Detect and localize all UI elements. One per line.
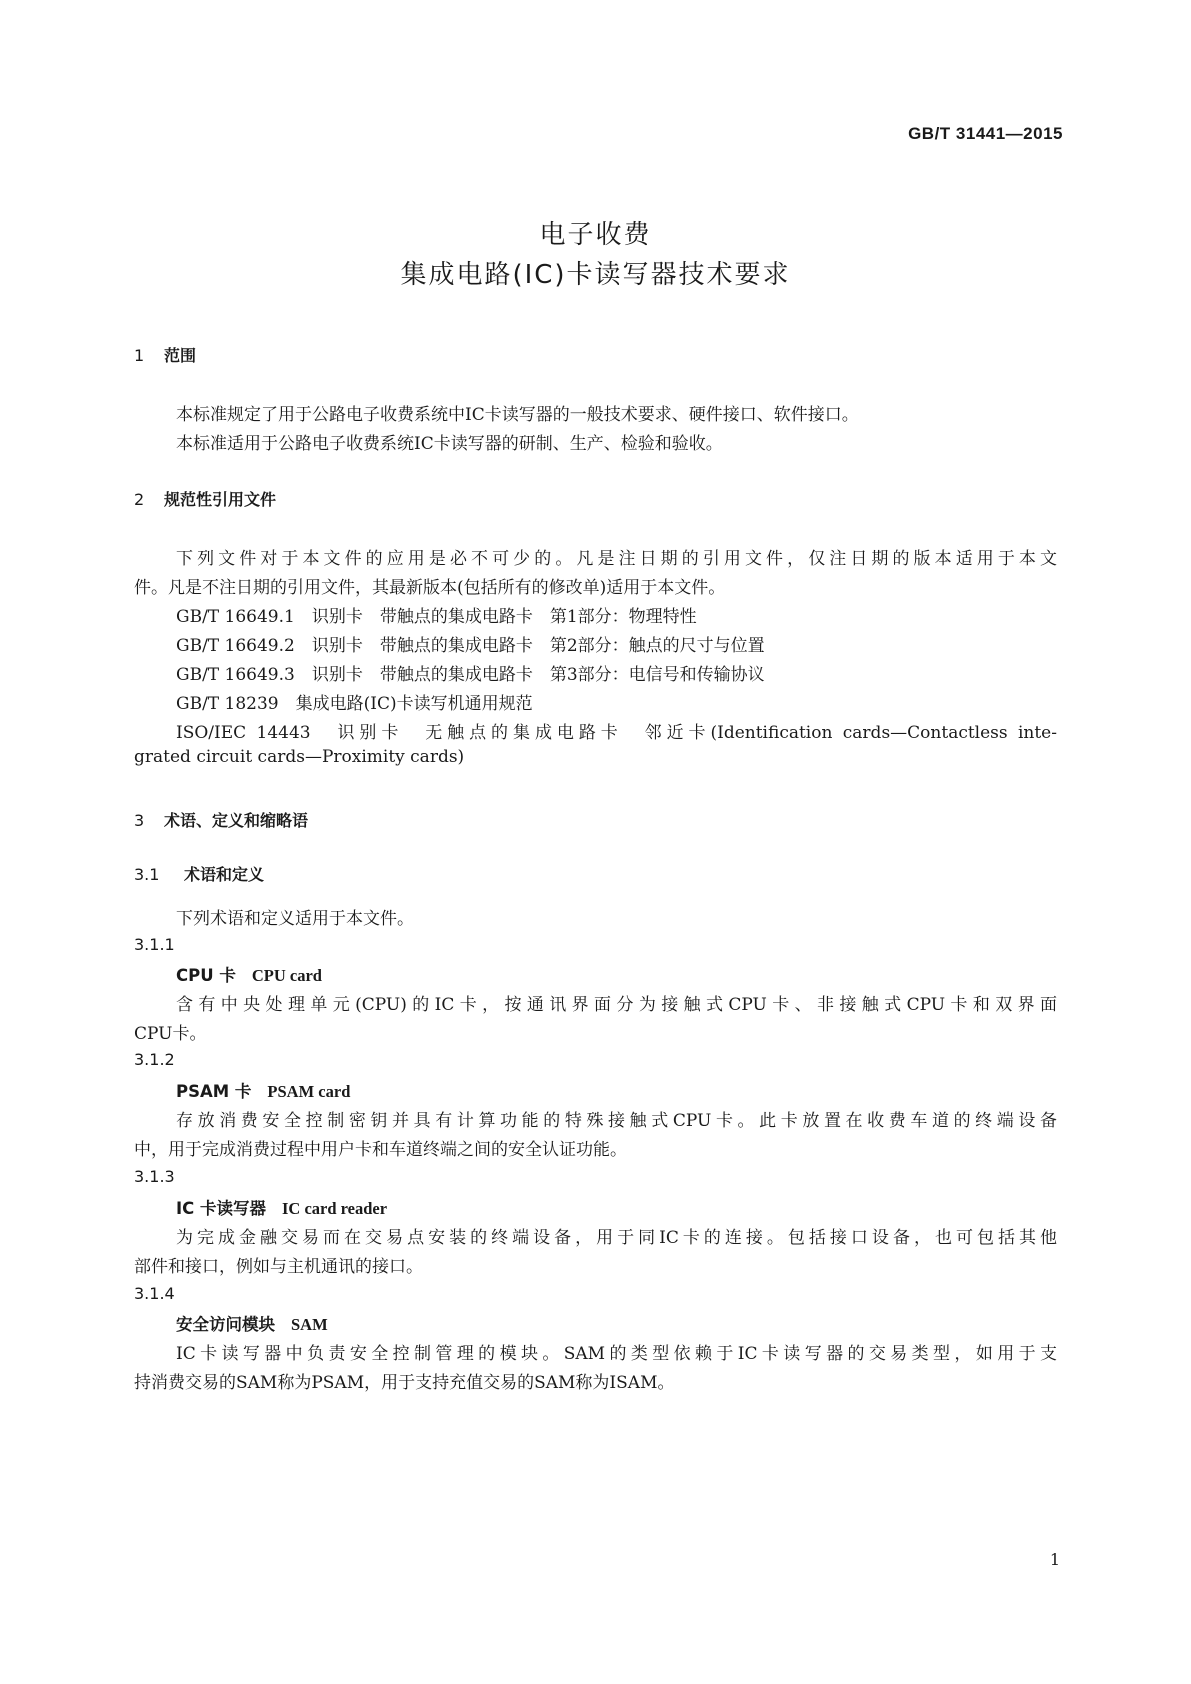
- section-3-heading: [134, 808, 308, 831]
- section-2-intro-line-2: 件。凡是不注日期的引用文件，其最新版本(包括所有的修改单)适用于本文件。: [134, 578, 726, 598]
- section-2-intro-line-1: 下列文件对于本文件的应用是必不可少的。凡是注日期的引用文件，仅注日期的版本适用于本文: [176, 549, 1057, 569]
- term-definition-line-1: 存放消费安全控制密钥并具有计算功能的特殊接触式CPU卡。此卡放置在收费车道的终端设备: [176, 1111, 1057, 1131]
- term-definition-line-2: 持消费交易的SAM称为PSAM，用于支持充值交易的SAM称为ISAM。: [134, 1373, 675, 1393]
- term-name: [176, 1195, 387, 1219]
- reference-item: GB/T 16649.2 识别卡 带触点的集成电路卡 第2部分：触点的尺寸与位置: [176, 636, 765, 656]
- section-number: 1: [134, 346, 145, 365]
- term-number: 3.1.4: [134, 1284, 175, 1303]
- section-1-paragraph-2: 本标准适用于公路电子收费系统IC卡读写器的研制、生产、检验和验收。: [176, 434, 723, 454]
- term-name: [176, 1311, 328, 1335]
- term-number: 3.1.1: [134, 935, 175, 954]
- section-1-heading: [134, 343, 196, 366]
- reference-item-iso-line-1: ISO/IEC 14443 识别卡 无触点的集成电路卡 邻近卡(Identification cards—Contactless inte-: [176, 723, 1057, 743]
- term-name-en: SAM: [291, 1315, 328, 1334]
- term-definition-line-2: 部件和接口，例如与主机通讯的接口。: [134, 1257, 423, 1277]
- term-name-en: IC card reader: [282, 1199, 388, 1218]
- term-definition-line-2: CPU卡。: [134, 1024, 207, 1044]
- term-name-en: CPU card: [251, 966, 322, 985]
- term-definition-line-1: 含有中央处理单元(CPU)的IC卡，按通讯界面分为接触式CPU卡、非接触式CPU卡和双界面: [176, 995, 1057, 1015]
- subsection-3-1-heading: [134, 862, 264, 885]
- term-name: [176, 1078, 350, 1102]
- term-name-cn: 安全访问模块: [176, 1315, 275, 1334]
- standard-number: GB/T 31441—2015: [908, 124, 1063, 143]
- term-definition-line-2: 中，用于完成消费过程中用户卡和车道终端之间的安全认证功能。: [134, 1140, 627, 1160]
- reference-item: GB/T 18239 集成电路(IC)卡读写机通用规范: [176, 694, 533, 714]
- document-title-line-2: 集成电路(IC)卡读写器技术要求: [400, 260, 791, 290]
- reference-item: GB/T 16649.1 识别卡 带触点的集成电路卡 第1部分：物理特性: [176, 607, 697, 627]
- section-title: 术语、定义和缩略语: [164, 811, 309, 830]
- term-name: [176, 962, 322, 986]
- subsection-title: 术语和定义: [184, 865, 265, 884]
- section-number: 2: [134, 490, 145, 509]
- term-number: 3.1.3: [134, 1167, 175, 1186]
- term-definition-line-1: 为完成金融交易而在交易点安装的终端设备，用于同IC卡的连接。包括接口设备，也可包括其他: [176, 1228, 1057, 1248]
- section-title: 规范性引用文件: [164, 490, 277, 509]
- term-name-cn: PSAM 卡: [176, 1082, 252, 1101]
- subsection-3-1-intro: 下列术语和定义适用于本文件。: [176, 909, 414, 929]
- term-definition-line-1: IC卡读写器中负责安全控制管理的模块。SAM的类型依赖于IC卡读写器的交易类型，如用于支: [176, 1344, 1057, 1364]
- term-name-en: PSAM card: [267, 1082, 351, 1101]
- reference-item-iso-line-2: grated circuit cards—Proximity cards): [134, 747, 465, 767]
- section-number: 3: [134, 811, 145, 830]
- section-1-paragraph-1: 本标准规定了用于公路电子收费系统中IC卡读写器的一般技术要求、硬件接口、软件接口。: [176, 405, 859, 425]
- document-title-line-1: 电子收费: [539, 220, 652, 250]
- term-name-cn: CPU 卡: [176, 966, 236, 985]
- term-name-cn: IC 卡读写器: [176, 1199, 266, 1218]
- page-number: 1: [1049, 1550, 1060, 1569]
- reference-item: GB/T 16649.3 识别卡 带触点的集成电路卡 第3部分：电信号和传输协议: [176, 665, 765, 685]
- term-number: 3.1.2: [134, 1050, 175, 1069]
- section-2-heading: [134, 487, 276, 510]
- section-title: 范围: [164, 346, 197, 365]
- subsection-number: 3.1: [134, 865, 160, 884]
